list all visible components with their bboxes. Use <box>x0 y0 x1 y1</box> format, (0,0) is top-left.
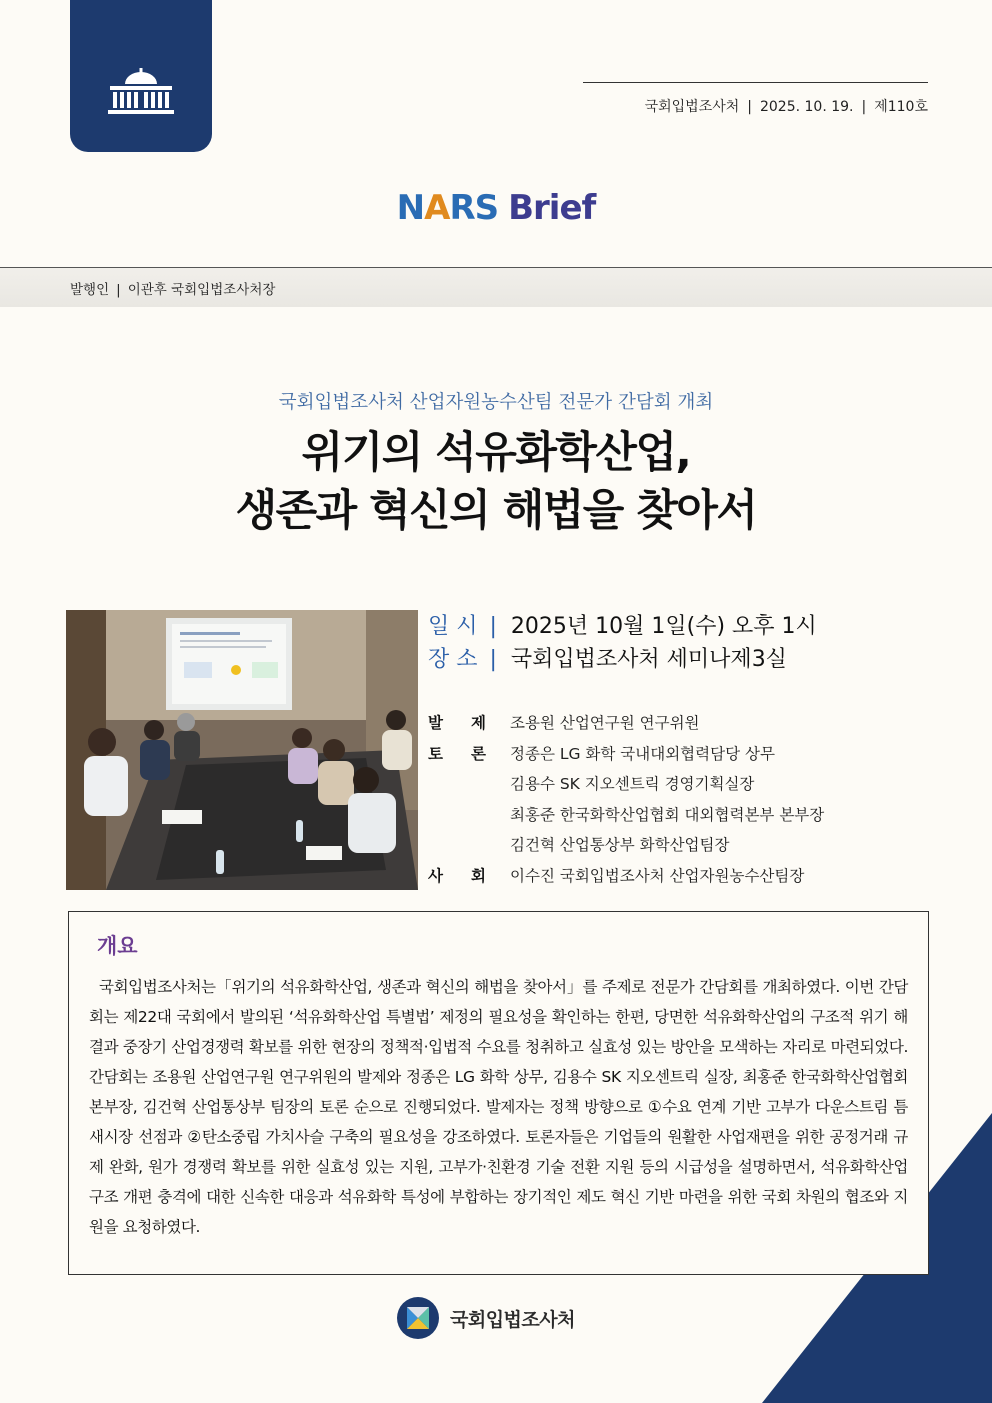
participant-role <box>428 800 510 831</box>
issue-org: 국회입법조사처 <box>644 99 740 115</box>
brand-a: A <box>424 188 450 228</box>
headline-subtitle: 국회입법조사처 산업자원농수산팀 전문가 간담회 개최 <box>278 392 714 413</box>
participant-list <box>428 708 824 891</box>
summary-body: 국회입법조사처는「위기의 석유화학산업, 생존과 혁신의 해법을 찾아서」를 주제로 전문가 간담회를 개최하였다. 이번 간담회는 제22대 국회에서 발의된 ‘석유화학산업 특별법’ 제정의 필요성을 확인하는 한편, 당면한 석유화학산업의 구조적 위기 해결과 중장기 산업경쟁력 확보를 위한 현장의 정책적·입법적 수요를 청취하고 실효성 있는 방안을 모색하는 자리로 마련되었다. 간담회는 조용원 산업연구원 연구위원의 발제와 정종은 LG 화학 상무, 김용수 SK 지오센트릭 실장, 최홍준 한국화학산업협회 본부장, 김건혁 산업통상부 팀장의 토론 순으로 진행되었다. 발제자는 정책 방향으로 ①수요 연계 기반 고부가 다운스트림 틈새시장 선점과 ②탄소중립 가치사슬 구축의 필요성을 강조하였다. 토론자들은 기업들의 원활한 사업재편을 위한 공정거래 규제 완화, 원가 경쟁력 확보를 위한 실효성 있는 지원, 고부가·친환경 기술 전환 지원 등의 시급성을 설명하면서, 석유화학산업 구조 개편 충격에 대한 신속한 대응과 석유화학 특성에 부합하는 장기적인 제도 혁신 기반 마련을 위한 국회 차원의 협조와 지원을 요청하였다. <box>89 978 908 1236</box>
participant-row <box>428 830 824 861</box>
title-line-2: 생존과 혁신의 해법을 찾아서 <box>235 486 757 536</box>
participant-row <box>428 708 824 739</box>
event-where-row <box>428 643 817 676</box>
brand-brief: Brief <box>508 188 596 228</box>
participant-name: 정종은 LG 화학 국내대외협력담당 상무 <box>510 744 775 763</box>
where-separator: | <box>489 647 497 672</box>
summary-heading: 개요 <box>97 934 138 958</box>
issue-number: 제110호 <box>874 99 928 115</box>
issue-info <box>645 96 928 116</box>
brand-rs: RS <box>449 188 499 228</box>
issue-separator: | <box>747 99 752 115</box>
participant-role <box>428 830 510 861</box>
assembly-emblem-tab <box>70 0 212 152</box>
publisher-separator: | <box>116 282 121 298</box>
participant-name: 김용수 SK 지오센트릭 경영기획실장 <box>510 775 755 793</box>
participant-role: 토론 <box>428 744 514 763</box>
assembly-building-icon <box>104 66 178 118</box>
event-when-row <box>428 610 817 643</box>
participant-row <box>428 861 824 892</box>
participant-name: 김건혁 산업통상부 화학산업팀장 <box>510 836 730 854</box>
issue-rule <box>583 82 928 83</box>
nars-emblem-icon <box>396 1296 440 1340</box>
meeting-photo <box>66 610 418 890</box>
participant-name: 조용원 산업연구원 연구위원 <box>510 714 700 732</box>
publisher-bar <box>0 267 992 307</box>
participant-name: 이수진 국회입법조사처 산업자원농수산팀장 <box>510 866 805 885</box>
issue-separator: | <box>861 99 867 115</box>
when-separator: | <box>489 614 497 639</box>
where-value: 국회입법조사처 세미나제3실 <box>510 647 787 672</box>
event-info <box>428 610 817 676</box>
participant-role <box>428 769 510 800</box>
participant-role: 사회 <box>428 866 514 885</box>
headline-title <box>0 424 992 540</box>
participant-row <box>428 739 824 770</box>
participant-role: 발제 <box>428 714 514 732</box>
nars-brief-logo <box>0 188 992 228</box>
participant-name: 최홍준 한국화학산업협회 대외협력본부 본부장 <box>510 805 825 824</box>
brand-n: N <box>396 188 425 228</box>
issue-date: 2025. 10. 19. <box>759 99 854 115</box>
participant-row <box>428 800 824 831</box>
when-value: 2025년 10월 1일(수) 오후 1시 <box>510 614 817 639</box>
when-label: 일 시 <box>428 614 478 639</box>
footer-logo <box>396 1296 575 1340</box>
publisher-label: 발행인 <box>70 282 110 298</box>
where-label: 장 소 <box>428 647 478 672</box>
publisher-text <box>70 278 275 298</box>
summary-box <box>68 911 929 1275</box>
footer-org-name: 국회입법조사처 <box>450 1308 575 1331</box>
publisher-name: 이관후 국회입법조사처장 <box>127 282 276 298</box>
title-line-1: 위기의 석유화학산업, <box>301 428 691 478</box>
participant-row <box>428 769 824 800</box>
